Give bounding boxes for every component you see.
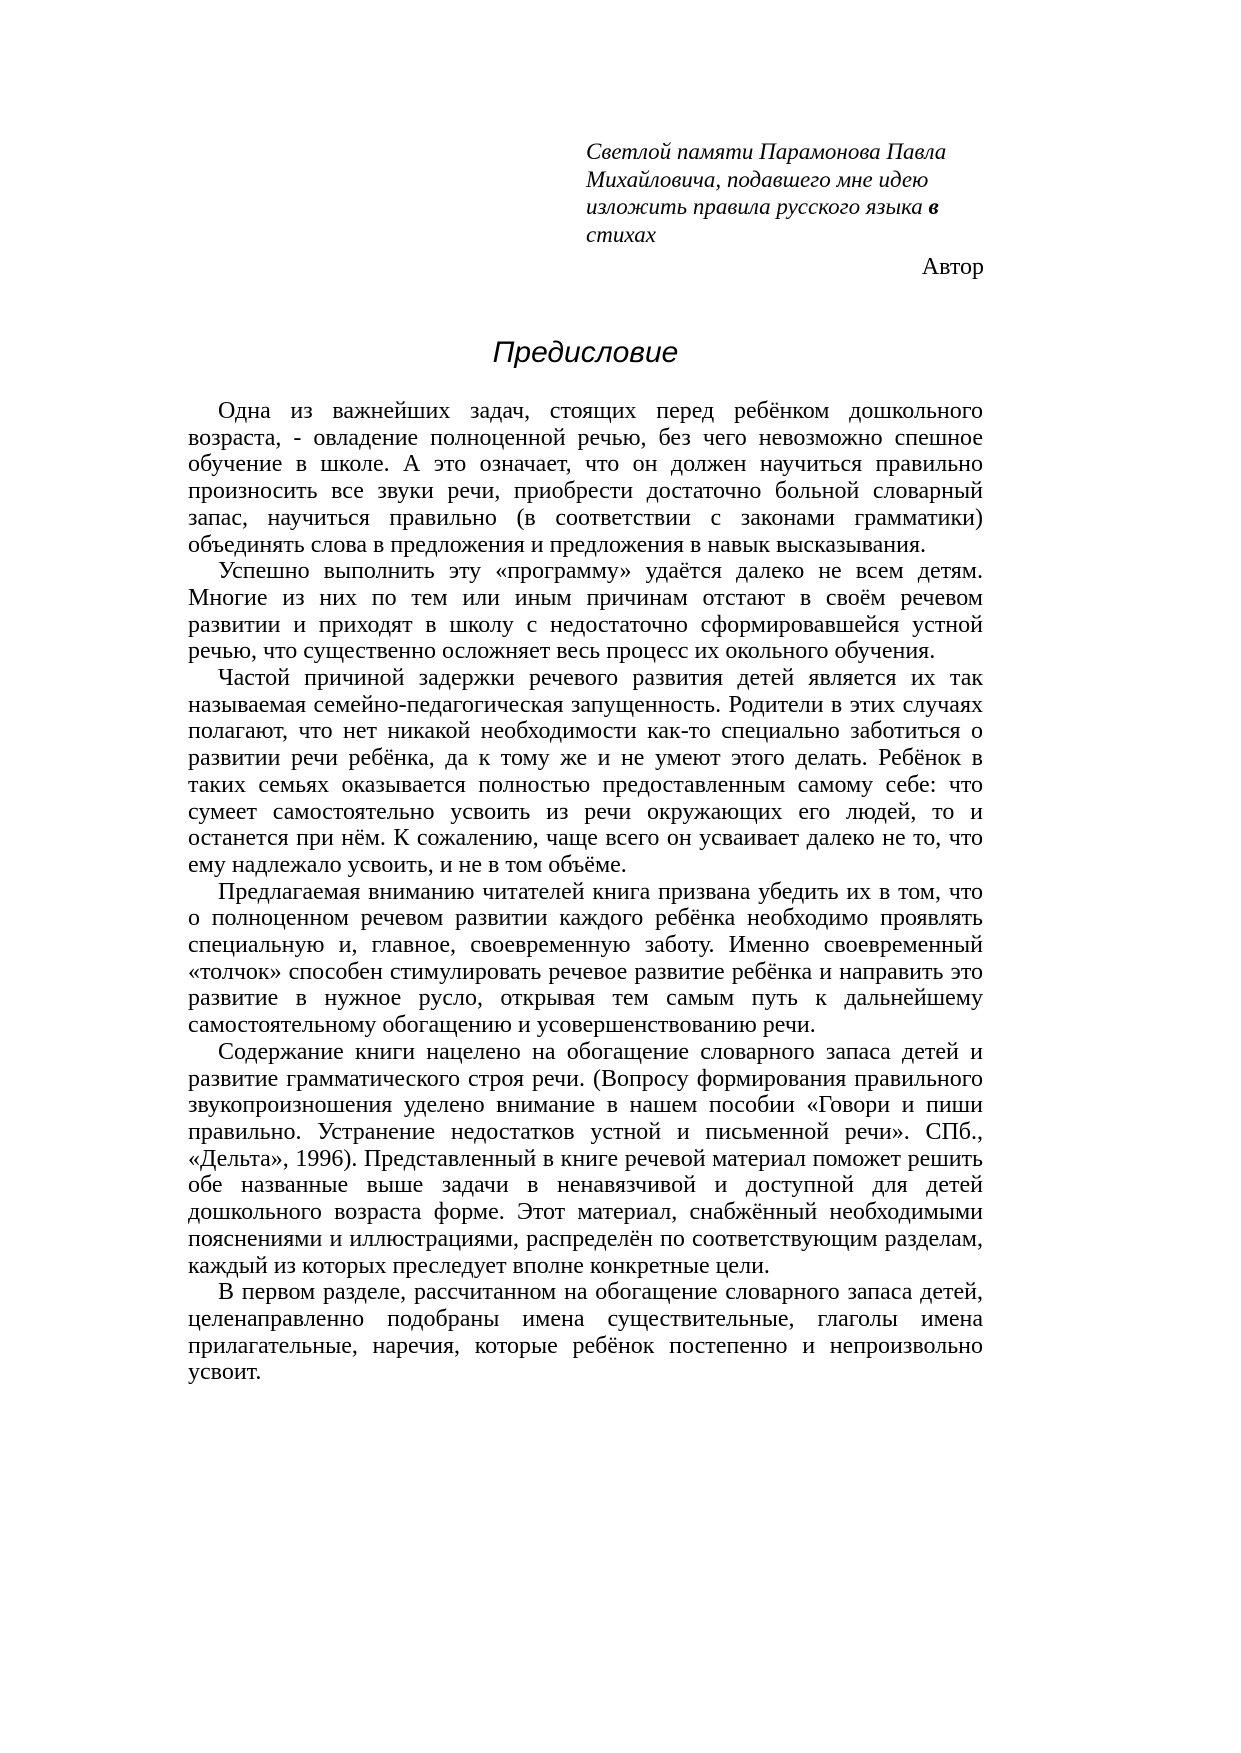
- paragraph: В первом разделе, рассчитанном на обогащение словарного запаса детей, целенаправленно подобраны имена существительные, глаголы имена прилагательные, наречия, которые ребёнок постепенно и непроизвольно усвоит.: [188, 1279, 983, 1386]
- body-text: [188, 398, 983, 1386]
- epigraph-text-end: стихах: [586, 221, 656, 247]
- paragraph: Частой причиной задержки речевого развития детей является их так называемая семейно-педагогическая запущенность. Родители в этих случаях полагают, что нет никакой необходимости как-то специально заботиться о развитии речи ребёнка, да к тому же и не умеют этого делать. Ребёнок в таких семьях оказывается полностью предоставленным самому себе: что сумеет самостоятельно усвоить из речи окружающих его людей, то и останется при нём. К сожалению, чаще всего он усваивает далеко не то, что ему надлежало усвоить, и не в том объёме.: [188, 665, 983, 878]
- page-title: Предисловие: [492, 336, 679, 369]
- paragraph: Успешно выполнить эту «программу» удаётся далеко не всем детям. Многие из них по тем или иным причинам отстают в своём речевом развитии и приходят в школу с недостаточно сформировавшейся устной речью, что существенно осложняет весь процесс их окольного обучения.: [188, 558, 983, 665]
- paragraph: Содержание книги нацелено на обогащение словарного запаса детей и развитие грамматического строя речи. (Вопросу формирования правильного звукопроизношения уделено внимание в нашем пособии «Говори и пиши правильно. Устранение недостатков устной и письменной речи». СПб., «Дельта», 1996). Представленный в книге речевой материал поможет решить обе названные выше задачи в ненавязчивой и доступной для детей дошкольного возраста форме. Этот материал, снабжённый необходимыми пояснениями и иллюстрациями, распределён по соответствующим разделам, каждый из которых преследует вполне конкретные цели.: [188, 1038, 983, 1279]
- epigraph-emphasis-word: в: [928, 194, 939, 219]
- epigraph: [586, 138, 984, 248]
- epigraph-text-start: Светлой памяти Парамонова Павла Михайловича, подавшего мне идею изложить правила русского языка: [586, 139, 947, 219]
- epigraph-block: [586, 138, 984, 281]
- epigraph-attribution: Автор: [921, 254, 984, 280]
- paragraph: Предлагаемая вниманию читателей книга призвана убедить их в том, что о полноценном речевом развитии каждого ребёнка необходимо проявлять специальную и, главное, своевременную заботу. Именно своевременный «толчок» способен стимулировать речевое развитие ребёнка и направить это развитие в нужное русло, открывая тем самым путь к дальнейшему самостоятельному обогащению и усовершенствованию речи.: [188, 878, 983, 1039]
- paragraph: Одна из важнейших задач, стоящих перед ребёнком дошкольного возраста, - овладение полноценной речью, без чего невозможно спешное обучение в школе. А это означает, что он должен научиться правильно произносить все звуки речи, приобрести достаточно больной словарный запас, научиться правильно (в соответствии с законами грамматики) объединять слова в предложения и предложения в навык высказывания.: [188, 398, 983, 558]
